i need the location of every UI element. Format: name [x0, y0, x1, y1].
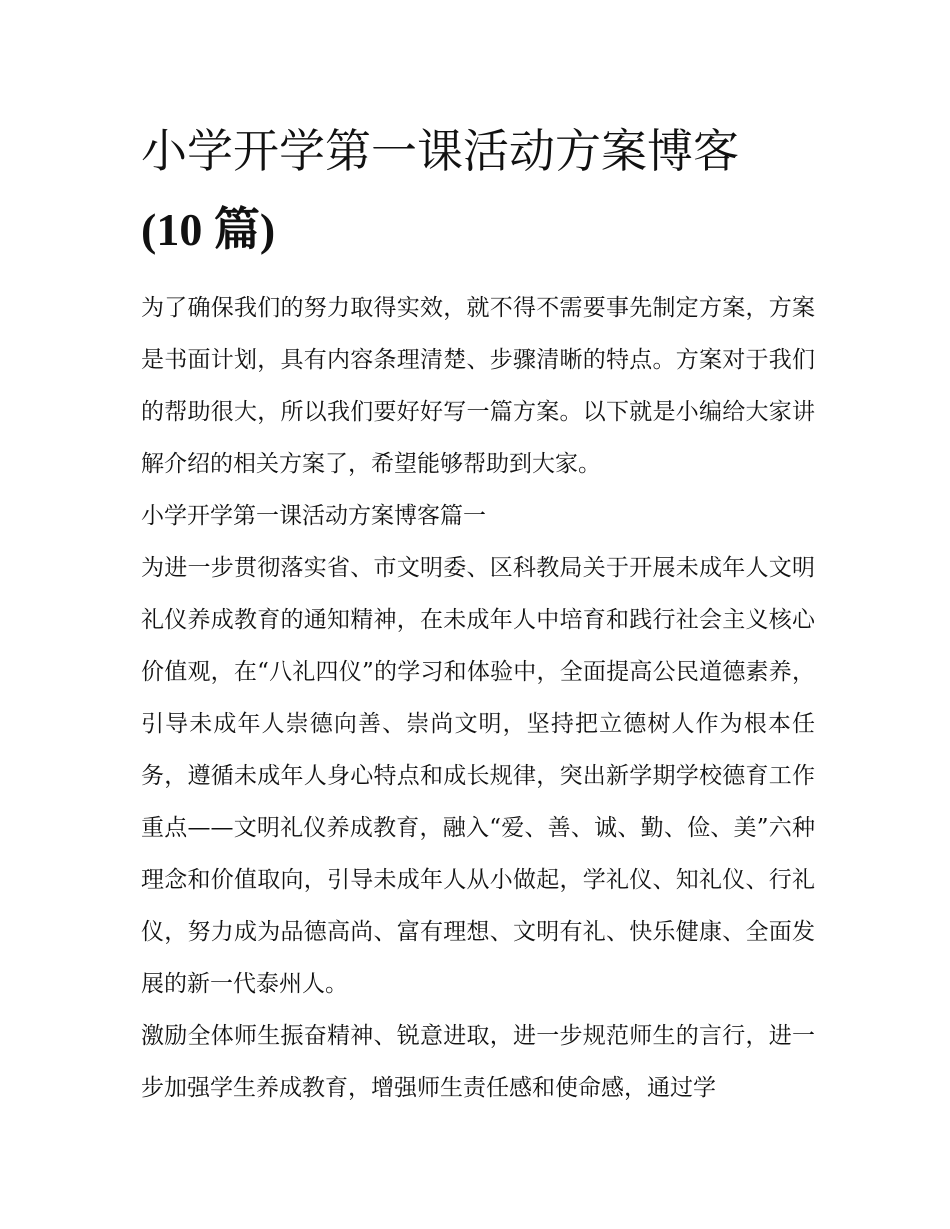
body-paragraph-2: 激励全体师生振奋精神、锐意进取，进一步规范师生的言行，进一步加强学生养成教育，增强师生责任感和使命感，通过学	[141, 1023, 815, 1101]
title-suffix: (10 篇)	[141, 204, 276, 255]
document-title	[141, 112, 821, 269]
document-body	[141, 282, 815, 1114]
body-paragraph-1: 为进一步贯彻落实省、市文明委、区科教局关于开展未成年人文明礼仪养成教育的通知精神，在未成年人中培育和践行社会主义核心价值观，在“八礼四仪”的学习和体验中，全面提高公民道德素养，引导未成年人崇德向善、崇尚文明，坚持把立德树人作为根本任务，遵循未成年人身心特点和成长规律，突出新学期学校德育工作重点——文明礼仪养成教育，融入“爱、善、诚、勤、俭、美”六种理念和价值取向，引导未成年人从小做起，学礼仪、知礼仪、行礼仪，努力成为品德高尚、富有理想、文明有礼、快乐健康、全面发展的新一代泰州人。	[141, 555, 815, 997]
title-main: 小学开学第一课活动方案博客	[141, 124, 739, 178]
section-heading: 小学开学第一课活动方案博客篇一	[141, 503, 486, 529]
intro-paragraph: 为了确保我们的努力取得实效，就不得不需要事先制定方案，方案是书面计划，具有内容条理清楚、步骤清晰的特点。方案对于我们的帮助很大，所以我们要好好写一篇方案。以下就是小编给大家讲解介绍的相关方案了，希望能够帮助到大家。	[141, 295, 815, 477]
